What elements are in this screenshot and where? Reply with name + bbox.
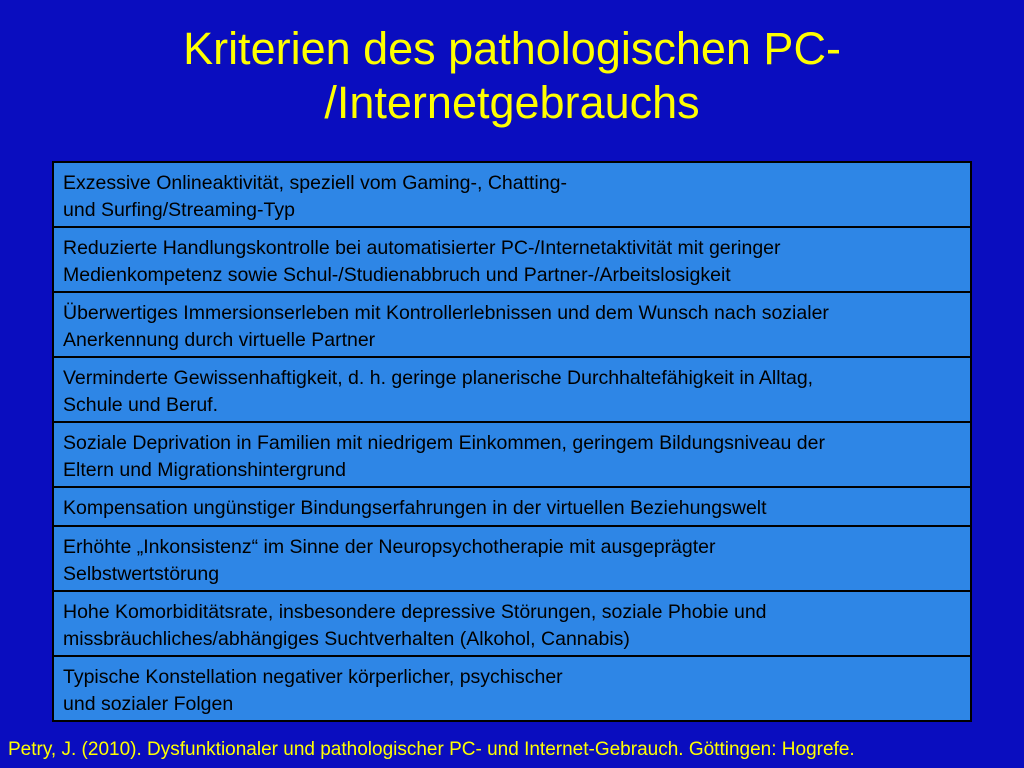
criteria-row-line-2: Medienkompetenz sowie Schul-/Studienabbruch und Partner-/Arbeitslosigkeit — [63, 264, 731, 286]
criteria-row — [52, 163, 972, 228]
criteria-row-line-1: Erhöhte „Inkonsistenz“ im Sinne der Neuropsychotherapie mit ausgeprägter — [63, 536, 716, 558]
criteria-row — [52, 657, 972, 722]
criteria-row-line-2: Eltern und Migrationshintergrund — [63, 459, 346, 481]
criteria-row-line-1: Verminderte Gewissenhaftigkeit, d. h. geringe planerische Durchhaltefähigkeit in Alltag, — [63, 367, 814, 389]
criteria-row-line-2: Anerkennung durch virtuelle Partner — [63, 329, 376, 351]
criteria-row — [52, 527, 972, 592]
criteria-row-line-1: Typische Konstellation negativer körperlicher, psychischer — [63, 666, 563, 688]
criteria-row — [52, 228, 972, 293]
slide-title-line-1: Kriterien des pathologischen PC- — [183, 23, 841, 74]
criteria-row-line-2: und sozialer Folgen — [63, 693, 234, 715]
citation: Petry, J. (2010). Dysfunktionaler und pathologischer PC- und Internet-Gebrauch. Göttingen: Hogrefe. — [8, 739, 855, 760]
criteria-row-line-2: und Surfing/Streaming-Typ — [63, 199, 295, 221]
criteria-row-line-1: Soziale Deprivation in Familien mit niedrigem Einkommen, geringem Bildungsniveau der — [63, 432, 825, 454]
criteria-row — [52, 358, 972, 423]
criteria-row-line-1: Exzessive Onlineaktivität, speziell vom Gaming-, Chatting- — [63, 172, 567, 194]
criteria-row — [52, 423, 972, 488]
criteria-row-line-1: Kompensation ungünstiger Bindungserfahrungen in der virtuellen Beziehungswelt — [63, 497, 767, 519]
criteria-table — [52, 161, 972, 722]
criteria-row-line-2: missbräuchliches/abhängiges Suchtverhalten (Alkohol, Cannabis) — [63, 628, 630, 650]
criteria-row-line-1: Überwertiges Immersionserleben mit Kontrollerlebnissen und dem Wunsch nach sozialer — [63, 302, 829, 324]
criteria-row-line-1: Reduzierte Handlungskontrolle bei automatisierter PC-/Internetaktivität mit geringer — [63, 237, 781, 259]
slide-title-line-2: /Internetgebrauchs — [324, 77, 700, 128]
criteria-row-line-2: Schule und Beruf. — [63, 394, 219, 416]
criteria-row — [52, 592, 972, 657]
criteria-row-line-2: Selbstwertstörung — [63, 563, 220, 585]
criteria-row-line-1: Hohe Komorbiditätsrate, insbesondere depressive Störungen, soziale Phobie und — [63, 601, 767, 623]
criteria-row — [52, 293, 972, 358]
slide-title — [0, 22, 1024, 130]
criteria-row — [52, 488, 972, 527]
